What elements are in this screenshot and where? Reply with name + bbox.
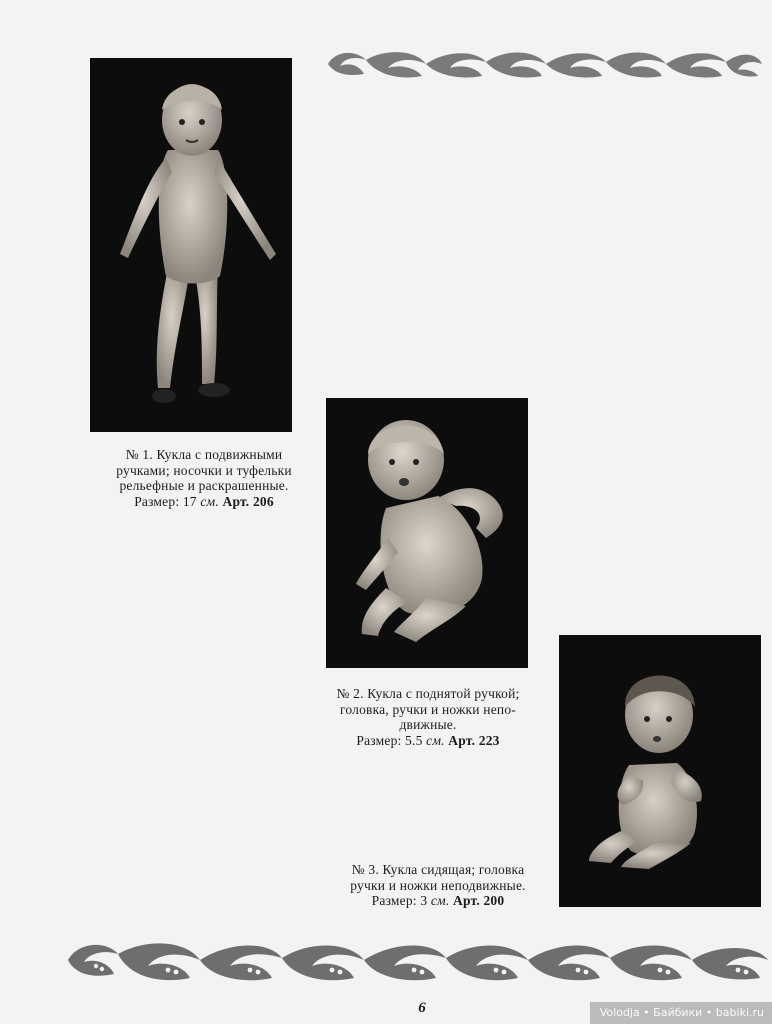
caption-2-unit: см.: [426, 732, 445, 748]
caption-1-line-1: № 1. Кукла с подвижными: [125, 447, 283, 462]
caption-1-line-3: рельефные и раскрашенные.: [119, 478, 289, 493]
caption-2-line-2: головка, ручки и ножки непо-: [339, 701, 516, 717]
sitting-doll-illustration: [559, 635, 761, 907]
caption-2-line-3: движные.: [399, 717, 457, 732]
watermark-text: Volodja • Байбики • babiki.ru: [590, 1002, 772, 1024]
caption-1-unit: см.: [200, 493, 219, 509]
doll-photo-raised-hand: [326, 398, 528, 668]
caption-1-size-line: [100, 494, 308, 510]
caption-2-line-1: № 2. Кукла с поднятой ручкой;: [336, 686, 520, 701]
caption-item-2: [320, 686, 536, 748]
caption-2-size-line: [320, 733, 536, 749]
caption-item-1: [100, 447, 308, 509]
caption-3-line-2: ручки и ножки неподвижные.: [350, 877, 526, 893]
caption-2-article: Арт. 223: [448, 732, 500, 748]
standing-doll-illustration: [90, 58, 292, 432]
caption-2-size: Размер: 5.5: [356, 732, 423, 748]
doll-photo-standing: [90, 58, 292, 432]
caption-3-article: Арт. 200: [453, 893, 505, 908]
bottom-ornament-border: [66, 936, 770, 990]
caption-item-3: [330, 862, 546, 909]
caption-3-line-1: № 3. Кукла сидящая; головка: [351, 862, 525, 877]
caption-3-unit: см.: [430, 893, 450, 908]
raised-hand-doll-illustration: [326, 398, 528, 668]
caption-1-line-2: ручками; носочки и туфельки: [116, 462, 292, 478]
caption-1-article: Арт. 206: [222, 493, 274, 509]
page-number: 6: [418, 1000, 426, 1016]
caption-3-size-line: [330, 893, 546, 909]
caption-3-size: Размер: 3: [371, 893, 428, 908]
doll-photo-sitting: [559, 635, 761, 907]
top-ornament-border: [326, 46, 764, 82]
caption-1-size: Размер: 17: [134, 493, 197, 509]
